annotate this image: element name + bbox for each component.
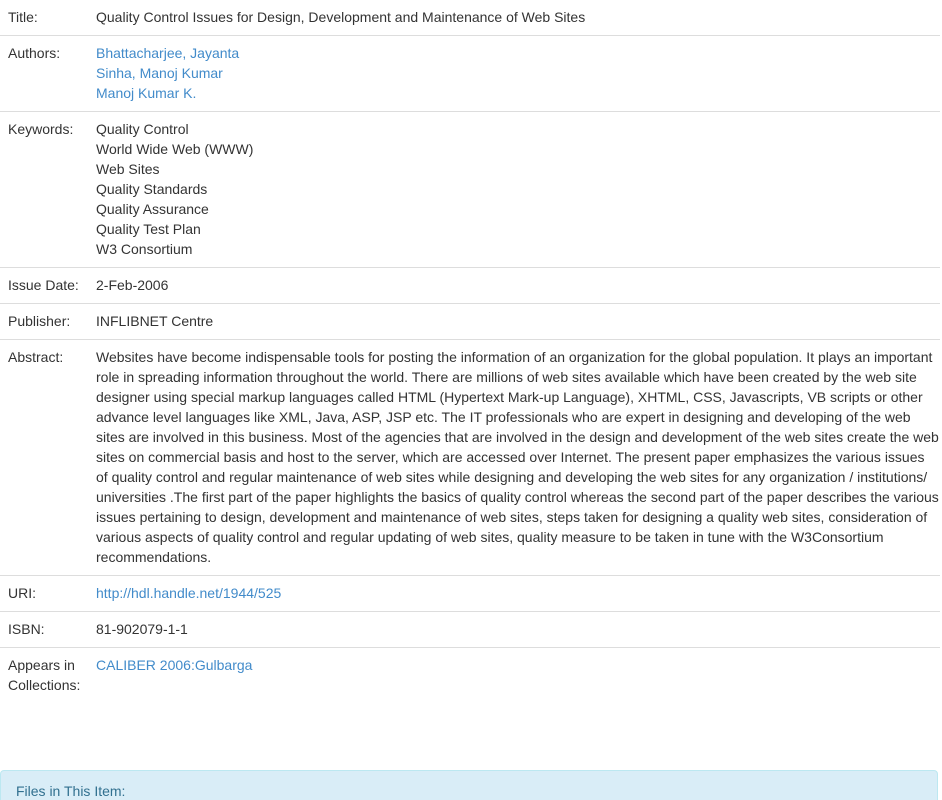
author-link[interactable]: Sinha, Manoj Kumar: [96, 65, 223, 81]
abstract-value: Websites have become indispensable tools for posting the information of an organization for the global population. It plays an important role in spreading information throughout the world. There are millions of web sites available which have been created by the web site designer using special markup languages called HTML (Hypertext Mark-up Language), XHTML, CSS, Javascripts, VB scripts or other advance level languages like XML, Java, ASP, JSP etc. The IT professionals who are expert in designing and developing of the web sites are involved in this business. Most of the agencies that are involved in the design and development of the web sites create the web sites on commercial basis and host to the server, which are accessed over Internet. The present paper emphasizes the various issues of quality control and regular maintenance of web sites while designing and developing the web sites for any organization / institutions/ universities .The first part of the paper highlights the basics of quality control whereas the second part of the paper describes the various issues pertaining to design, development and maintenance of web sites, steps taken for designing a quality web sites, consideration of various aspects of quality control and regular updating of web sites, quality measure to be taken in tune with the W3Consortium recommendations.: [96, 349, 939, 565]
issue-date-label-line1: Issue: [8, 277, 42, 293]
keyword-item: Quality Assurance: [96, 201, 209, 217]
authors-value: [88, 36, 940, 112]
authors-label: Authors:: [8, 45, 61, 61]
isbn-value: 81-902079-1-1: [96, 621, 188, 637]
collections-label: [0, 648, 88, 704]
issue-date-label: [0, 268, 88, 304]
uri-label: URI:: [8, 585, 36, 601]
metadata-row-authors: [0, 36, 940, 112]
author-link[interactable]: Bhattacharjee, Jayanta: [96, 45, 240, 61]
metadata-row-uri: [0, 576, 940, 612]
metadata-row-keywords: [0, 112, 940, 268]
metadata-row-publisher: [0, 304, 940, 340]
abstract-label: Abstract:: [8, 349, 64, 365]
keywords-label: Keywords:: [8, 121, 74, 137]
keyword-item: Quality Control: [96, 121, 189, 137]
title-value: Quality Control Issues for Design, Development and Maintenance of Web Sites: [96, 9, 586, 25]
keyword-item: W3 Consortium: [96, 241, 193, 257]
metadata-row-collections: [0, 648, 940, 704]
keyword-item: World Wide Web (WWW): [96, 141, 254, 157]
keyword-item: Web Sites: [96, 161, 160, 177]
keyword-item: Quality Standards: [96, 181, 208, 197]
keywords-value: [88, 112, 940, 268]
metadata-row-issue-date: [0, 268, 940, 304]
publisher-label: Publisher:: [8, 313, 71, 329]
collection-link[interactable]: CALIBER 2006:Gulbarga: [96, 657, 253, 673]
collections-label-line2: Collections:: [8, 677, 81, 693]
uri-link[interactable]: http://hdl.handle.net/1944/525: [96, 585, 282, 601]
title-label: Title:: [8, 9, 38, 25]
collections-value: [88, 648, 940, 704]
uri-value: [88, 576, 940, 612]
metadata-row-title: [0, 0, 940, 36]
metadata-row-isbn: [0, 612, 940, 648]
publisher-value: INFLIBNET Centre: [96, 313, 214, 329]
collections-label-line1: Appears in: [8, 657, 75, 673]
isbn-label: ISBN:: [8, 621, 45, 637]
files-panel: [0, 770, 938, 800]
author-link[interactable]: Manoj Kumar K.: [96, 85, 197, 101]
metadata-row-abstract: [0, 340, 940, 576]
issue-date-value: 2-Feb-2006: [96, 277, 169, 293]
keyword-item: Quality Test Plan: [96, 221, 201, 237]
issue-date-label-line2: Date:: [45, 277, 79, 293]
files-panel-heading: Files in This Item:: [16, 783, 126, 799]
